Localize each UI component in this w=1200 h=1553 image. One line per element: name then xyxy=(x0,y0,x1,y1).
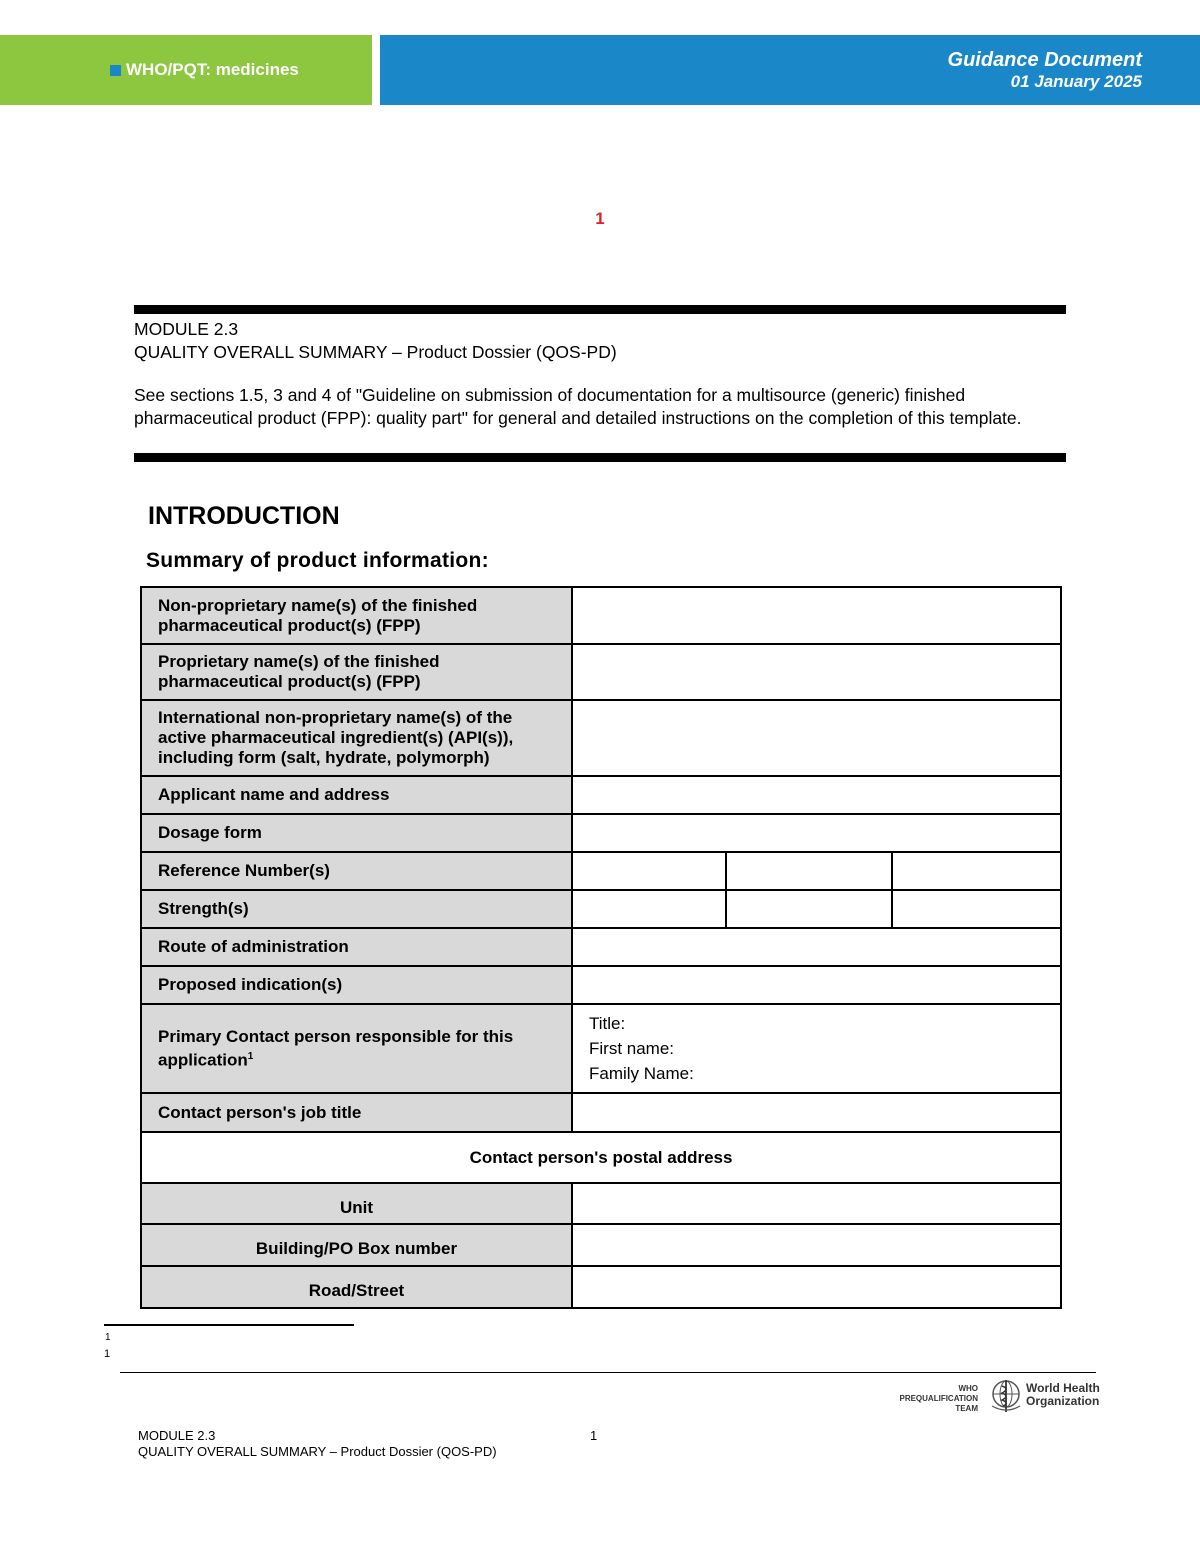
section-subheading: Summary of product information: xyxy=(146,549,489,572)
who-emblem-icon xyxy=(986,1376,1026,1416)
row-label: Non-proprietary name(s) of the finished pharmaceutical product(s) (FPP) xyxy=(141,587,572,644)
row-label: Unit xyxy=(141,1183,572,1224)
value-cell[interactable] xyxy=(892,890,1061,928)
value-cell[interactable] xyxy=(572,1093,1061,1132)
value-cell[interactable] xyxy=(892,852,1061,890)
value-cell[interactable] xyxy=(572,852,726,890)
who-wordmark-line1: World Health xyxy=(1026,1381,1100,1395)
footer-module-title: QUALITY OVERALL SUMMARY – Product Dossier (QOS-PD) xyxy=(138,1444,497,1459)
postal-address-header: Contact person's postal address xyxy=(141,1132,1061,1183)
footnote-separator xyxy=(104,1324,354,1326)
row-label: Road/Street xyxy=(141,1266,572,1308)
table-row xyxy=(141,1132,1061,1183)
value-cell[interactable] xyxy=(572,587,1061,644)
value-cell[interactable] xyxy=(726,890,892,928)
header-program-text: WHO/PQT: medicines xyxy=(126,60,299,79)
who-wordmark-line2: Organization xyxy=(1026,1394,1100,1408)
square-bullet-icon xyxy=(110,65,121,76)
table-row xyxy=(141,1004,1061,1093)
top-rule xyxy=(134,305,1066,314)
value-cell[interactable] xyxy=(572,966,1061,1004)
header-doc-type: Guidance Document xyxy=(947,49,1142,71)
value-cell[interactable] xyxy=(572,700,1061,776)
who-wordmark xyxy=(1026,1382,1100,1408)
row-label-text: Primary Contact person responsible for this application xyxy=(158,1026,514,1070)
row-label: Dosage form xyxy=(141,814,572,852)
table-row xyxy=(141,1093,1061,1132)
value-cell[interactable] xyxy=(572,814,1061,852)
table-row xyxy=(141,814,1061,852)
footnote-reference: 1 xyxy=(247,1050,254,1062)
table-row xyxy=(141,1224,1061,1266)
table-row xyxy=(141,587,1061,644)
product-info-table xyxy=(140,586,1062,1309)
footer-rule xyxy=(120,1372,1096,1373)
value-cell[interactable] xyxy=(572,776,1061,814)
row-label: Proprietary name(s) of the finished pharmaceutical product(s) (FPP) xyxy=(141,644,572,700)
header-date: 01 January 2025 xyxy=(1010,72,1142,91)
footnote-mark-bottom: 1 xyxy=(104,1348,111,1360)
pq-team-line1: WHO PREQUALIFICATION xyxy=(899,1384,978,1403)
contact-family-name-field: Family Name: xyxy=(589,1064,694,1083)
value-cell[interactable] xyxy=(572,1224,1061,1266)
footer-page-number: 1 xyxy=(590,1428,598,1443)
table-row xyxy=(141,966,1061,1004)
bottom-rule xyxy=(134,453,1066,462)
module-block xyxy=(134,318,1074,430)
row-label: Reference Number(s) xyxy=(141,852,572,890)
table-row xyxy=(141,700,1061,776)
row-label: Proposed indication(s) xyxy=(141,966,572,1004)
footer-module-info xyxy=(138,1428,497,1460)
page-number-marker: 1 xyxy=(595,209,605,228)
table-row xyxy=(141,1183,1061,1224)
section-heading: INTRODUCTION xyxy=(148,502,340,530)
row-label xyxy=(141,1004,572,1093)
value-cell[interactable] xyxy=(572,1183,1061,1224)
contact-title-field: Title: xyxy=(589,1014,626,1033)
value-cell[interactable] xyxy=(572,928,1061,966)
module-title: QUALITY OVERALL SUMMARY – Product Dossier (QOS-PD) xyxy=(134,342,617,362)
footer-module-number: MODULE 2.3 xyxy=(138,1428,216,1443)
table-row xyxy=(141,644,1061,700)
table-row xyxy=(141,890,1061,928)
pq-team-label xyxy=(880,1384,978,1414)
footnote-mark-top: 1 xyxy=(105,1332,111,1343)
table-row xyxy=(141,928,1061,966)
value-cell[interactable] xyxy=(726,852,892,890)
row-label: Applicant name and address xyxy=(141,776,572,814)
pq-team-line2: TEAM xyxy=(955,1404,978,1413)
table-row xyxy=(141,1266,1061,1308)
row-label: Building/PO Box number xyxy=(141,1224,572,1266)
row-label: Route of administration xyxy=(141,928,572,966)
table-row xyxy=(141,776,1061,814)
value-cell[interactable] xyxy=(572,644,1061,700)
contact-first-name-field: First name: xyxy=(589,1039,675,1058)
header-doc-info xyxy=(948,49,1142,93)
row-label: Strength(s) xyxy=(141,890,572,928)
value-cell[interactable] xyxy=(572,890,726,928)
module-number: MODULE 2.3 xyxy=(134,319,239,339)
module-instructions: See sections 1.5, 3 and 4 of "Guideline on submission of documentation for a multisource (generic) finished pharmaceutical product (FPP): quality part" for general and detailed instructions on the completion of this template. xyxy=(134,385,1022,428)
table-row xyxy=(141,852,1061,890)
value-cell[interactable] xyxy=(572,1266,1061,1308)
row-label: International non-proprietary name(s) of the active pharmaceutical ingredient(s) (API(s)), including form (salt, hydrate, polymorph) xyxy=(141,700,572,776)
header-program-label xyxy=(110,60,299,80)
row-label: Contact person's job title xyxy=(141,1093,572,1132)
contact-person-cell[interactable] xyxy=(572,1004,1061,1093)
